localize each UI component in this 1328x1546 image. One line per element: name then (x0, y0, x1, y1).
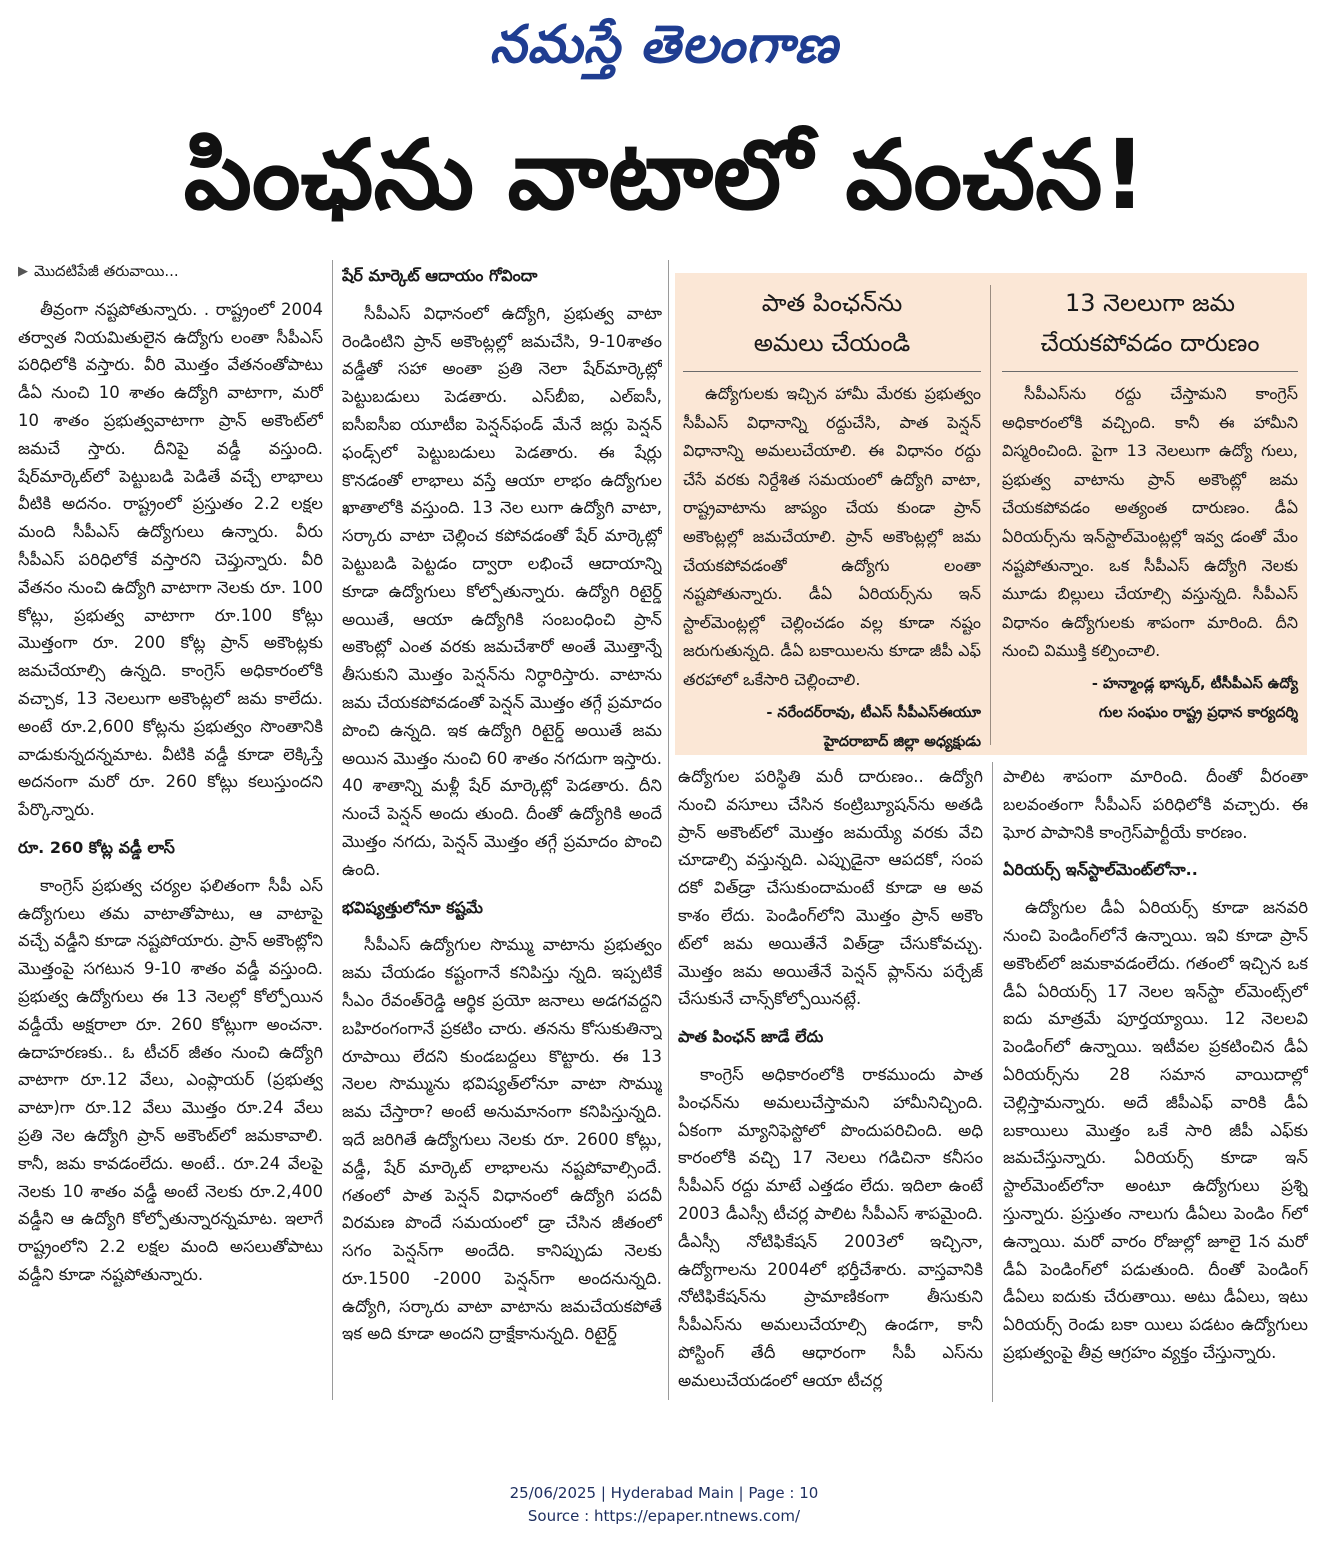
article-paragraph: తీవ్రంగా నష్టపోతున్నారు. . రాష్ట్రంలో 2004 తర్వాత నియమితులైన ఉద్యోగు లంతా సీపీఎస్ పరిధిలోకి వస్తారు. వీరి మొత్తం వేతనంతోపాటు డీఏ నుంచి 10 శాతం ఉద్యోగి వాటాగా, మరో 10 శాతం ప్రభుత్వవాటాగా ప్రాన్ అకౌంట్‌లో జమచే స్తారు. దీనిపై వడ్డీ వస్తుంది. షేర్‌మార్కెట్‌లో పెట్టుబడి పెడితే వచ్చే లాభాలు వీటికి అదనం. రాష్ట్రంలో ప్రస్తుతం 2.2 లక్షల మంది సీపీఎస్ ఉద్యోగులు ఉన్నారు. వీరు సీపీఎస్ పరిధిలోకే వస్తారని చెప్తున్నారు. వీరి వేతనం నుంచి ఉద్యోగి వాటాగా నెలకు రూ. 100 కోట్లు, ప్రభుత్వ వాటాగా రూ.100 కోట్లు మొత్తంగా రూ. 200 కోట్ల ప్రాన్ అకౌంట్లకు జమచేయాల్సి ఉన్నది. కాంగ్రెస్ అధికారంలోకి వచ్చాక, 13 నెలలుగా అకౌంట్లలో జమ కాలేదు. అంటే రూ.2,600 కోట్లను ప్రభుత్వం సొంతానికి వాడుకున్నదన్నమాట. వీటికి వడ్డీ కూడా లెక్కిస్తే అదనంగా మరో రూ. 260 కోట్లు కలుస్తుందని పేర్కొన్నారు. (18, 299, 323, 820)
page-headline: పింఛను వాటాలో వంచన! (183, 119, 1147, 231)
quote-paragraph: సీపీఎస్‌ను రద్దు చేస్తామని కాంగ్రెస్ అధికారంలోకి వచ్చింది. కానీ ఈ హామీని విస్మరించింది. పైగా 13 నెలలుగా ఉద్యో గులు, ప్రభుత్వ వాటాను ప్రాన్ అకౌంట్లో జమ చేయకపోవడం అత్యంత దారుణం. డీఏ ఏరియర్స్‌ను ఇన్‌స్టాల్‌మెంట్లల్లో ఇవ్వ డంతో మేం నష్టపోతున్నాం. ఒక సీపీఎస్ ఉద్యోగి నెలకు మూడు బిల్లులు చేయాల్సి వస్తున్నది. సీపీఎస్ విధానం ఉద్యోగులకు శాపంగా మారింది. దీని నుంచి విముక్తి కల్పించాలి. (1002, 384, 1298, 661)
article-paragraph: కాంగ్రెస్ ప్రభుత్వ చర్యల ఫలితంగా సీపీ ఎస్ ఉద్యోగులు తమ వాటాతోపాటు, ఆ వాటాపై వచ్చే వడ్డీని కూడా నష్టపోయారు. ప్రాన్ అకౌంట్లోని మొత్తంపై సగటున 9-10 శాతం వడ్డీ వస్తుంది. ప్రభుత్వ ఉద్యోగులు ఈ 13 నెలల్లో కోల్పోయిన వడ్డీయే అక్షరాలా రూ. 260 కోట్లుగా అంచనా. ఉదాహరణకు.. ఓ టీచర్ జీతం నుంచి ఉద్యోగి వాటాగా రూ.12 వేలు, ఎంప్లాయర్ (ప్రభుత్వ వాటా)గా రూ.12 వేలు మొత్తం రూ.24 వేలు ప్రతి నెల ఉద్యోగి ప్రాన్ అకౌంట్‌లో జమకావాలి. కానీ, జమ కావడంలేదు. అంటే.. రూ.24 వేలపై నెలకు 10 శాతం వడ్డీ అంటే నెలకు రూ.2,400 వడ్డీని ఆ ఉద్యోగి కోల్పోతున్నారన్నమాట. ఇలాగే రాష్ట్రంలోని 2.2 లక్షల మంది అసలుతోపాటు వడ్డీని కూడా నష్టపోతున్నారు. (18, 875, 323, 1284)
title-rule (683, 371, 981, 372)
article-column-2 (342, 262, 662, 1408)
article-column-3 (678, 763, 983, 1408)
signature-line: హైదరాబాద్ జిల్లా అధ్యక్షుడు (823, 733, 981, 750)
article-paragraph: పాలిట శాపంగా మారింది. దీంతో వీరంతా బలవంతంగా సీపీఎస్ పరిధిలోకి వచ్చారు. ఈ ఘోర పాపానికి కాంగ్రెస్‌పార్టీయే కారణం. (1003, 767, 1308, 842)
quote-paragraph: ఉద్యోగులకు ఇచ్చిన హామీ మేరకు ప్రభుత్వం సీపీఎస్ విధానాన్ని రద్దుచేసి, పాత పెన్షన్ విధానాన్ని అమలుచేయాలి. ఈ విధానం రద్దు చేసే వరకు నిర్దేశిత సమయంలో ఉద్యోగి వాటా, రాష్ట్రవాటాను జాప్యం చేయ కుండా ప్రాన్ అకౌంట్లల్లో జమచేయాలి. ప్రాన్ అకౌంట్లల్లో జమ చేయకపోవడంతో ఉద్యోగు లంతా నష్టపోతున్నారు. డీఏ ఏరియర్స్‌ను ఇన్ స్టాల్‌మెంట్లల్లో చెల్లించడం వల్ల కూడా నష్టం జరుగుతున్నది. డీఏ బకాయిలను కూడా జీపీ ఎఫ్ తరహాలో ఒకేసారి చెల్లించాలి. (683, 384, 981, 689)
article-column-4 (1003, 763, 1308, 1408)
section-subheading: రూ. 260 కోట్ల వడ్డీ లాస్ (18, 837, 175, 857)
continued-kicker (18, 258, 323, 286)
title-rule (1002, 371, 1298, 372)
column-divider (668, 260, 669, 1400)
signature-line: - హన్మాండ్ల భాస్కర్, టీసీపీఎస్ ఉద్యో (1091, 675, 1298, 692)
article-paragraph: కాంగ్రెస్ అధికారంలోకి రాకముందు పాత పింఛన్‌ను అమలుచేస్తామని హామీనిచ్చింది. ఏకంగా మ్యానిఫెస్టోలో పొందుపరిచింది. అధి కారంలోకి వచ్చి 17 నెలలు గడిచినా కనీసం సీపీఎస్ రద్దు మాటే ఎత్తడం లేదు. ఇదిలా ఉంటే 2003 డీఎస్సీ టీచర్ల పాలిట సీపీఎస్ శాపమైంది. డీఎస్సీ నోటిఫికేషన్ 2003లో ఇచ్చినా, ఉద్యోగాలను 2004లో భర్తీచేశారు. వాస్తవానికి నోటిఫికేషన్‌ను ప్రామాణికంగా తీసుకుని సీపీఎస్‌ను అమలుచేయాల్సి ఉండగా, కానీ పోస్టింగ్ తేదీ ఆధారంగా సీపీ ఎస్‌ను అమలుచేయడంలో ఆయా టీచర్ల (678, 1064, 983, 1390)
quote-signature (1002, 670, 1298, 728)
quote-title: 13 నెలలుగా జమ చేయకపోవడం దారుణం (1040, 289, 1260, 357)
chevron-right-icon: ▶ (18, 264, 28, 279)
newspaper-masthead: నమస్తే తెలంగాణ (489, 14, 839, 75)
box-divider (990, 285, 991, 745)
section-subheading: భవిష్యత్తులోనూ కష్టమే (342, 897, 483, 917)
quote-text (683, 380, 981, 695)
quote-text (1002, 380, 1298, 666)
article-paragraph: ఉద్యోగుల డీఏ ఏరియర్స్ కూడా జనవరి నుంచి పెండింగ్‌లోనే ఉన్నాయి. ఇవి కూడా ప్రాన్ అకౌంట్‌లో జమకావడంలేదు. గతంలో ఇచ్చిన ఒక డీఏ ఏరియర్స్ 17 నెలల ఇన్‌స్టా ల్‌మెంట్స్‌లో ఐదు మాత్రమే పూర్తయ్యాయి. 12 నెలలవి పెండింగ్‌లో ఉన్నాయి. ఇటీవల ప్రకటించిన డీఏ ఏరియర్స్‌ను 28 సమాన వాయిదాల్లో చెల్లిస్తామన్నారు. అదే జీపీఎఫ్ వారికి డీఏ బకాయిలు మొత్తం ఒకే సారి జీపీ ఎఫ్‌కు జమచేస్తున్నారు. ఏరియర్స్ కూడా ఇన్ స్టాల్‌మెంట్‌లోనా అంటూ ఉద్యోగులు ప్రశ్ని స్తున్నారు. ప్రస్తుతం నాలుగు డీఏలు పెండిం గ్‌లో ఉన్నాయి. మరో వారం రోజుల్లో జూలై 1న మరో డీఏ పెండింగ్‌లో పడుతుంది. దీంతో పెండింగ్ డీఏలు ఐదుకు చేరుతాయి. అటు డీఏలు, ఇటు ఏరియర్స్ రెండు బకా యిలు పడటం ఉద్యోగులు ప్రభుత్వంపై తీవ్ర ఆగ్రహం వ్యక్తం చేస్తున్నారు. (1003, 898, 1308, 1362)
source-link[interactable]: Source : https://epaper.ntnews.com/ (527, 1507, 801, 1525)
article-column-1 (18, 258, 323, 1408)
article-paragraph: సీపీఎస్ ఉద్యోగుల సొమ్ము వాటాను ప్రభుత్వం జమ చేయడం కష్టంగానే కనిపిస్తు న్నది. ఇప్పటికే సీఎం రేవంత్‌రెడ్డి ఆర్థిక ప్రయో జనాలు అడగవద్దని బహిరంగంగానే ప్రకటిం చారు. తనను కోసుకుతిన్నా రూపాయి లేదని కుండబద్దలు కొట్టారు. ఈ 13 నెలల సొమ్మును భవిష్యత్‌లోనూ వాటా సొమ్ము జమ చేస్తారా? అంటే అనుమానంగా కనిపిస్తున్నది. ఇదే జరిగితే ఉద్యోగులు నెలకు రూ. 2600 కోట్లు, వడ్డీ, షేర్ మార్కెట్ లాభాలను నష్టపోవాల్సిందే. గతంలో పాత పెన్షన్ విధానంలో ఉద్యోగి పదవీ విరమణ పొందే సమయంలో డ్రా చేసిన జీతంలో సగం పెన్షన్‌గా అందేది. కానిప్పుడు నెలకు రూ.1500 -2000 పెన్షన్‌గా అందనున్నది. ఉద్యోగి, సర్కారు వాటా వాటాను జమచేయకపోతే ఇక అది కూడా అందని ద్రాక్షేకానున్నది. రిటైర్డ్ (342, 935, 662, 1344)
quote-right (1002, 283, 1298, 728)
article-paragraph: సీపీఎస్ విధానంలో ఉద్యోగి, ప్రభుత్వ వాటా రెండింటిని ప్రాన్ అకౌంట్లల్లో జమచేసి, 9-10శాతం వడ్డీతో సహా అంతా ప్రతి నెలా షేర్‌మార్కెట్లో పెట్టుబడులు పెడతారు. ఎస్‌బీఐ, ఎల్ఐసీ, ఐసీఐసీఐ యూటీఐ పెన్షన్‌ఫండ్ మేనే జర్లు పెన్షన్ ఫండ్స్‌లో పెట్టుబడులు పెడతారు. ఈ షేర్లు కొనడంతో లాభాలు వస్తే ఆయా లాభం ఉద్యోగుల ఖాతాలోకి వస్తుంది. 13 నెల లుగా ఉద్యోగి వాటా, సర్కారు వాటా చెల్లించ కపోవడంతో షేర్ మార్కెట్లో పెట్టుబడి పెట్టడం ద్వారా లభించే ఆదాయాన్ని కూడా ఉద్యోగులు కోల్పోతున్నారు. ఉద్యోగి రిటైర్డ్ అయితే, ఆయా ఉద్యోగికి సంబంధించి ప్రాన్ అకౌంట్లో ఎంత వరకు జమచేశారో అంతే మొత్తాన్నే తీసుకుని మొత్తం పెన్షన్‌ను నిర్ధారిస్తారు. వాటాను జమ చేయకపోవడంతో పెన్షన్ మొత్తం తగ్గే ప్రమాదం పొంచి ఉన్నది. ఇక ఉద్యోగి రిటైర్డ్ అయితే జమ అయిన మొత్తం నుంచి 60 శాతం నగదుగా ఇస్తారు. 40 శాతాన్ని మళ్లీ షేర్ మార్కెట్లో పెడతారు. దీని నుంచే పెన్షన్ అందు తుంది. దీంతో ఉద్యోగికి అందే మొత్తం నగదు, పెన్షన్ మొత్తం తగ్గే ప్రమాదం పొంచి ఉంది. (342, 303, 662, 879)
signature-line: గుల సంఘం రాష్ట్ర ప్రధాన కార్యదర్శి (1098, 704, 1298, 721)
article-paragraph: ఉద్యోగుల పరిస్థితి మరీ దారుణం.. ఉద్యోగి నుంచి వసూలు చేసిన కంట్రిబ్యూషన్‌ను అతడి ప్రాన్ అకౌంట్‌లో మొత్తం జమయ్యే వరకు వేచి చూడాల్సి వస్తున్నది. ఎప్పుడైనా ఆపదకో, సంప దకో విత్‌డ్రా చేసుకుందామంటే కూడా ఆ అవ కాశం లేదు. పెండింగ్‌లోని మొత్తం ప్రాన్ అకౌం ట్‌లో జమ అయితేనే విత్‌డ్రా చేసుకోవచ్చు. మొత్తం జమ అయితేనే పెన్షన్ ప్లాన్‌ను పర్చేజ్ చేసుకునే చాన్స్‌కోల్పోయినట్లే. (678, 767, 983, 1009)
section-subheading: పాత పింఛన్ జాడే లేదు (678, 1027, 824, 1047)
section-subheading: షేర్ మార్కెట్ ఆదాయం గోవిందా (342, 266, 538, 285)
edition-info: 25/06/2025 | Hyderabad Main | Page : 10 (509, 1484, 819, 1502)
section-subheading: ఏరియర్స్ ఇన్‌స్టాల్‌మెంట్‌లోనా.. (1003, 860, 1198, 880)
quote-left (683, 283, 981, 757)
column-divider (992, 762, 993, 1402)
column-divider (332, 260, 333, 1400)
continued-label: మొదటిపేజీ తరువాయి... (34, 262, 179, 280)
quote-title: పాత పింఛన్‌ను అమలు చేయండి (753, 289, 911, 357)
signature-line: - నరేందర్‌రావు, టీఎస్ సీపీఎస్‌ఈయూ (766, 704, 981, 721)
quote-signature (683, 699, 981, 757)
